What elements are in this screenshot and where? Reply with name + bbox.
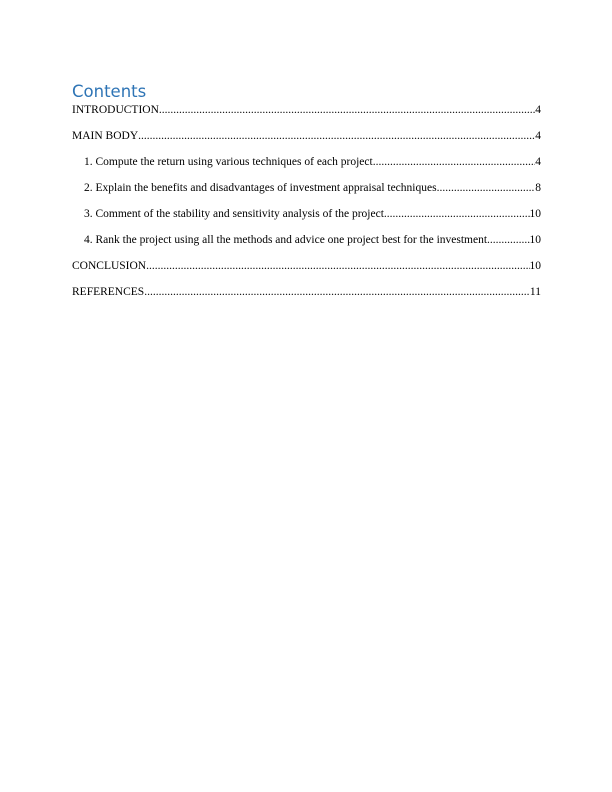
toc-dot-leader <box>373 155 536 169</box>
toc-entry-section-2[interactable] <box>72 181 541 207</box>
toc-entry-title: CONCLUSION <box>72 260 147 272</box>
toc-entry-title: 3. Comment of the stability and sensitivity analysis of the project <box>84 208 384 220</box>
toc-dot-leader <box>159 103 535 117</box>
toc-entry-title: INTRODUCTION <box>72 104 159 116</box>
toc-dot-leader <box>437 181 536 195</box>
toc-entry-page: 10 <box>529 208 541 220</box>
toc-entry-references[interactable] <box>72 285 541 311</box>
toc-entry-section-3[interactable] <box>72 207 541 233</box>
toc-entry-page: 4 <box>535 156 541 168</box>
toc-entry-page: 10 <box>529 260 541 272</box>
toc-entry-title: 1. Compute the return using various techniques of each project <box>84 156 373 168</box>
toc-entry-title: 4. Rank the project using all the methods and advice one project best for the investment <box>84 234 488 246</box>
toc-entry-title: 2. Explain the benefits and disadvantages of investment appraisal techniques <box>84 182 437 194</box>
toc-entry-conclusion[interactable] <box>72 259 541 285</box>
toc-entry-page: 4 <box>535 104 541 116</box>
toc-entry-page: 10 <box>529 234 541 246</box>
toc-dot-leader <box>138 129 535 143</box>
toc-entry-introduction[interactable] <box>72 103 541 129</box>
toc-entry-main-body[interactable] <box>72 129 541 155</box>
toc-entry-page: 11 <box>529 286 541 298</box>
toc-heading: Contents <box>72 82 147 101</box>
toc-dot-leader <box>146 259 529 273</box>
toc-entry-title: REFERENCES <box>72 286 145 298</box>
table-of-contents <box>72 81 541 311</box>
toc-dot-leader <box>487 233 529 247</box>
toc-entry-section-4[interactable] <box>72 233 541 259</box>
toc-entry-page: 4 <box>535 130 541 142</box>
toc-list <box>72 103 541 311</box>
toc-dot-leader <box>144 285 530 299</box>
toc-dot-leader <box>384 207 530 221</box>
toc-entry-section-1[interactable] <box>72 155 541 181</box>
toc-entry-page: 8 <box>535 182 541 194</box>
toc-entry-title: MAIN BODY <box>72 130 139 142</box>
